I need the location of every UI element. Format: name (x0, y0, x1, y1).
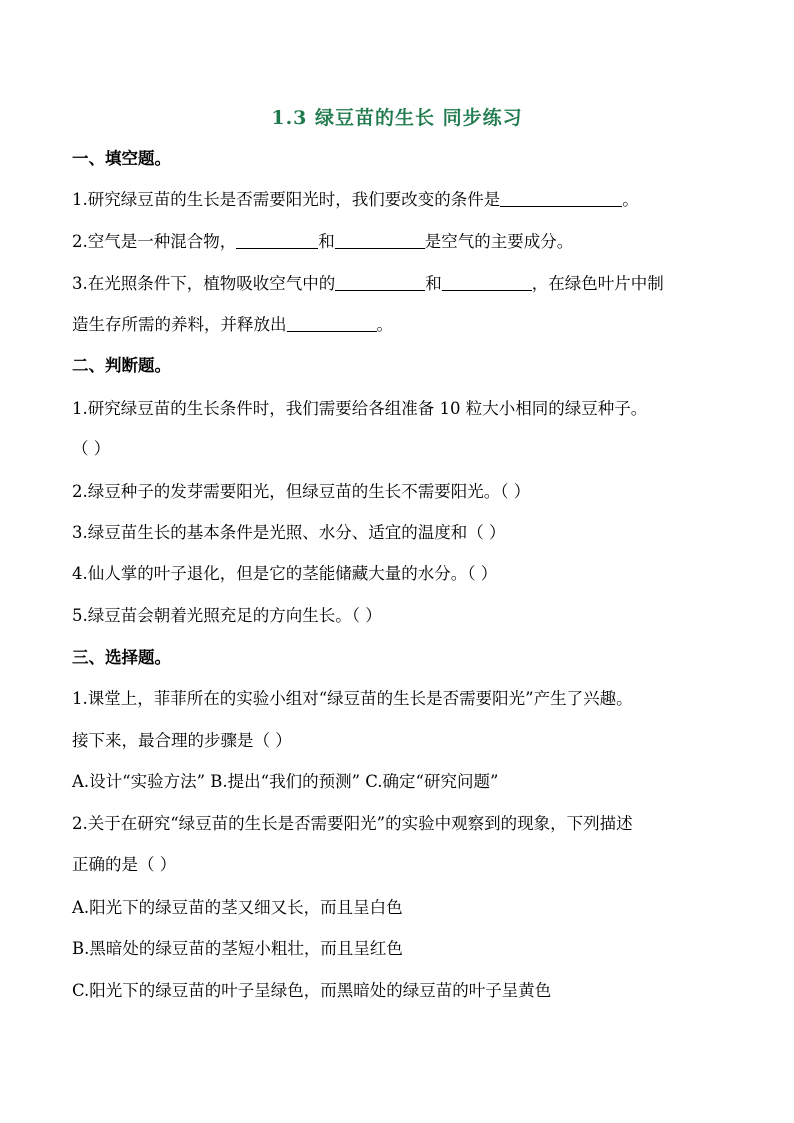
fill-question-1 (72, 187, 732, 213)
choice-option-b[interactable]: B.黑暗处的绿豆苗的茎短小粗壮，而且呈红色 (72, 939, 403, 958)
choice-question-1-options[interactable]: A.设计“实验方法” B.提出“我们的预测” C.确定“研究问题” (72, 772, 499, 791)
fill-q3-end: 。 (376, 315, 393, 334)
answer-blank[interactable] (236, 230, 318, 249)
choice-option-c[interactable]: C.阳光下的绿豆苗的叶子呈绿色，而黑暗处的绿豆苗的叶子呈黄色 (72, 981, 552, 1000)
fill-q3-cont: ，在绿色叶片中制 (531, 274, 664, 293)
answer-blank[interactable] (287, 313, 377, 332)
page-title: 1.3 绿豆苗的生长 同步练习 (271, 107, 523, 129)
answer-blank[interactable] (442, 272, 532, 291)
fill-question-3 (72, 271, 732, 297)
fill-q3-and: 和 (425, 274, 442, 293)
answer-blank[interactable] (335, 230, 425, 249)
choice-question-1: 1.课堂上，菲菲所在的实验小组对“绿豆苗的生长是否需要阳光”产生了兴趣。 (72, 689, 633, 708)
fill-q2-and: 和 (318, 232, 335, 251)
fill-q2-text: 2.空气是一种混合物， (72, 232, 237, 251)
fill-question-2 (72, 229, 732, 255)
answer-blank[interactable] (500, 188, 622, 207)
choice-option-a[interactable]: A.阳光下的绿豆苗的茎又细又长，而且呈白色 (72, 898, 403, 917)
judge-question-4: 4.仙人掌的叶子退化，但是它的茎能储藏大量的水分。（ ） (72, 564, 498, 583)
choice-question-2: 2.关于在研究“绿豆苗的生长是否需要阳光”的实验中观察到的现象，下列描述 (72, 814, 633, 833)
choice-question-1-cont: 接下来，最合理的步骤是（ ） (72, 731, 292, 750)
answer-blank[interactable] (335, 272, 425, 291)
choice-question-2-cont: 正确的是（ ） (72, 855, 177, 874)
section-heading-fill: 一、填空题。 (72, 149, 171, 168)
judge-question-1: 1.研究绿豆苗的生长条件时，我们需要给各组准备 10 粒大小相同的绿豆种子。 (72, 399, 648, 418)
judge-question-3: 3.绿豆苗生长的基本条件是光照、水分、适宜的温度和（ ） (72, 523, 506, 542)
section-heading-choice: 三、选择题。 (72, 648, 171, 667)
fill-q3-text: 3.在光照条件下，植物吸收空气中的 (72, 274, 336, 293)
fill-q1-text: 1.研究绿豆苗的生长是否需要阳光时，我们要改变的条件是 (72, 190, 501, 209)
judge-question-1-answer[interactable]: （ ） (72, 439, 111, 458)
judge-question-2: 2.绿豆种子的发芽需要阳光，但绿豆苗的生长不需要阳光。（ ） (72, 482, 531, 501)
fill-q3-text2: 造生存所需的养料，并释放出 (72, 315, 287, 334)
section-heading-judge: 二、判断题。 (72, 356, 171, 375)
judge-question-5: 5.绿豆苗会朝着光照充足的方向生长。（ ） (72, 606, 382, 625)
fill-q1-end: 。 (622, 190, 639, 209)
fill-question-3-cont (72, 312, 732, 338)
fill-q2-end: 是空气的主要成分。 (424, 232, 574, 251)
